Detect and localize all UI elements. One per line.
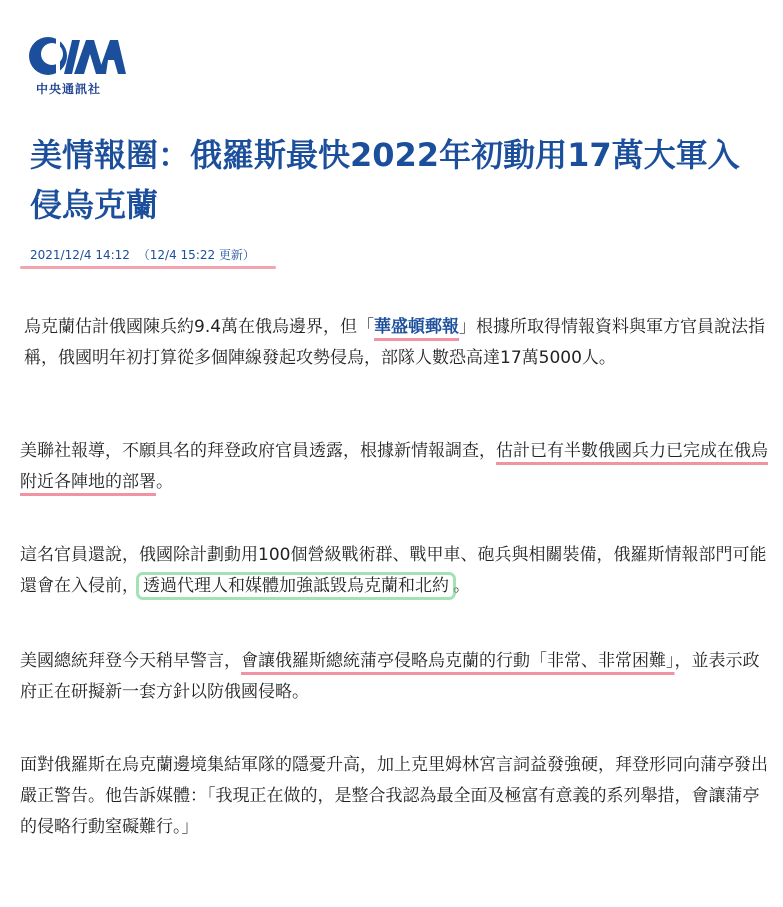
cna-logo-mark bbox=[28, 34, 128, 82]
paragraph-1 bbox=[24, 312, 772, 374]
paragraph-5: 面對俄羅斯在烏克蘭邊境集結軍隊的隱憂升高，加上克里姆林宮言詞益發強硬，拜登形同向蒲亭發出嚴正警告。他告訴媒體：「我現正在做的，是整合我認為最全面及極富有意義的系列舉措，會讓蒲亭的侵略行動窒礙難行。」 bbox=[20, 755, 768, 837]
paragraph-3-text-b: 。 bbox=[453, 576, 470, 596]
article-dateline bbox=[30, 246, 255, 263]
paragraph-4 bbox=[20, 646, 775, 708]
paragraph-1-text-b: 」根據所取得情報資料與軍方官員說法指稱，俄國明年初打算從多個陣線發起攻勢侵烏，部隊人數恐高達17萬5000人。 bbox=[24, 317, 766, 368]
dateline-highlight bbox=[20, 266, 276, 269]
updated-time: （12/4 15:22 更新） bbox=[137, 248, 255, 262]
paragraph-4-text-a: 美國總統拜登今天稍早警言， bbox=[20, 651, 241, 671]
washington-post-link[interactable]: 華盛頓郵報 bbox=[374, 317, 460, 337]
published-time: 2021/12/4 14:12 bbox=[30, 248, 130, 262]
paragraph-2-highlight: 估計已有半數俄國兵力已完成在俄烏附近各陣地的部署 bbox=[20, 441, 768, 492]
paragraph-4-text-b: ，並表示政府正在研擬新一套方針以防俄國侵略。 bbox=[20, 651, 760, 702]
brand-name: 中央通訊社 bbox=[36, 82, 102, 96]
paragraph-3-highlight: 透過代理人和媒體加強詆毀烏克蘭和北約 bbox=[139, 575, 453, 597]
paragraph-3 bbox=[20, 540, 775, 602]
paragraph-1-text-a: 烏克蘭估計俄國陳兵約9.4萬在俄烏邊界，但「 bbox=[24, 317, 375, 337]
paragraph-4-highlight: 會讓俄羅斯總統蒲亭侵略烏克蘭的行動「非常、非常困難」 bbox=[241, 651, 675, 671]
paragraph-2-text-a: 美聯社報導，不願具名的拜登政府官員透露，根據新情報調查， bbox=[20, 441, 496, 461]
paragraph-2-text-b: 。 bbox=[156, 472, 173, 492]
article-title: 美情報圈：俄羅斯最快2022年初動用17萬大軍入侵烏克蘭 bbox=[30, 136, 740, 224]
paragraph-3-text-a: 這名官員還說，俄國除計劃動用100個營級戰術群、戰甲車、砲兵與相關裝備，俄羅斯情報部門可能還會在入侵前， bbox=[20, 545, 767, 596]
paragraph-2 bbox=[20, 436, 775, 498]
